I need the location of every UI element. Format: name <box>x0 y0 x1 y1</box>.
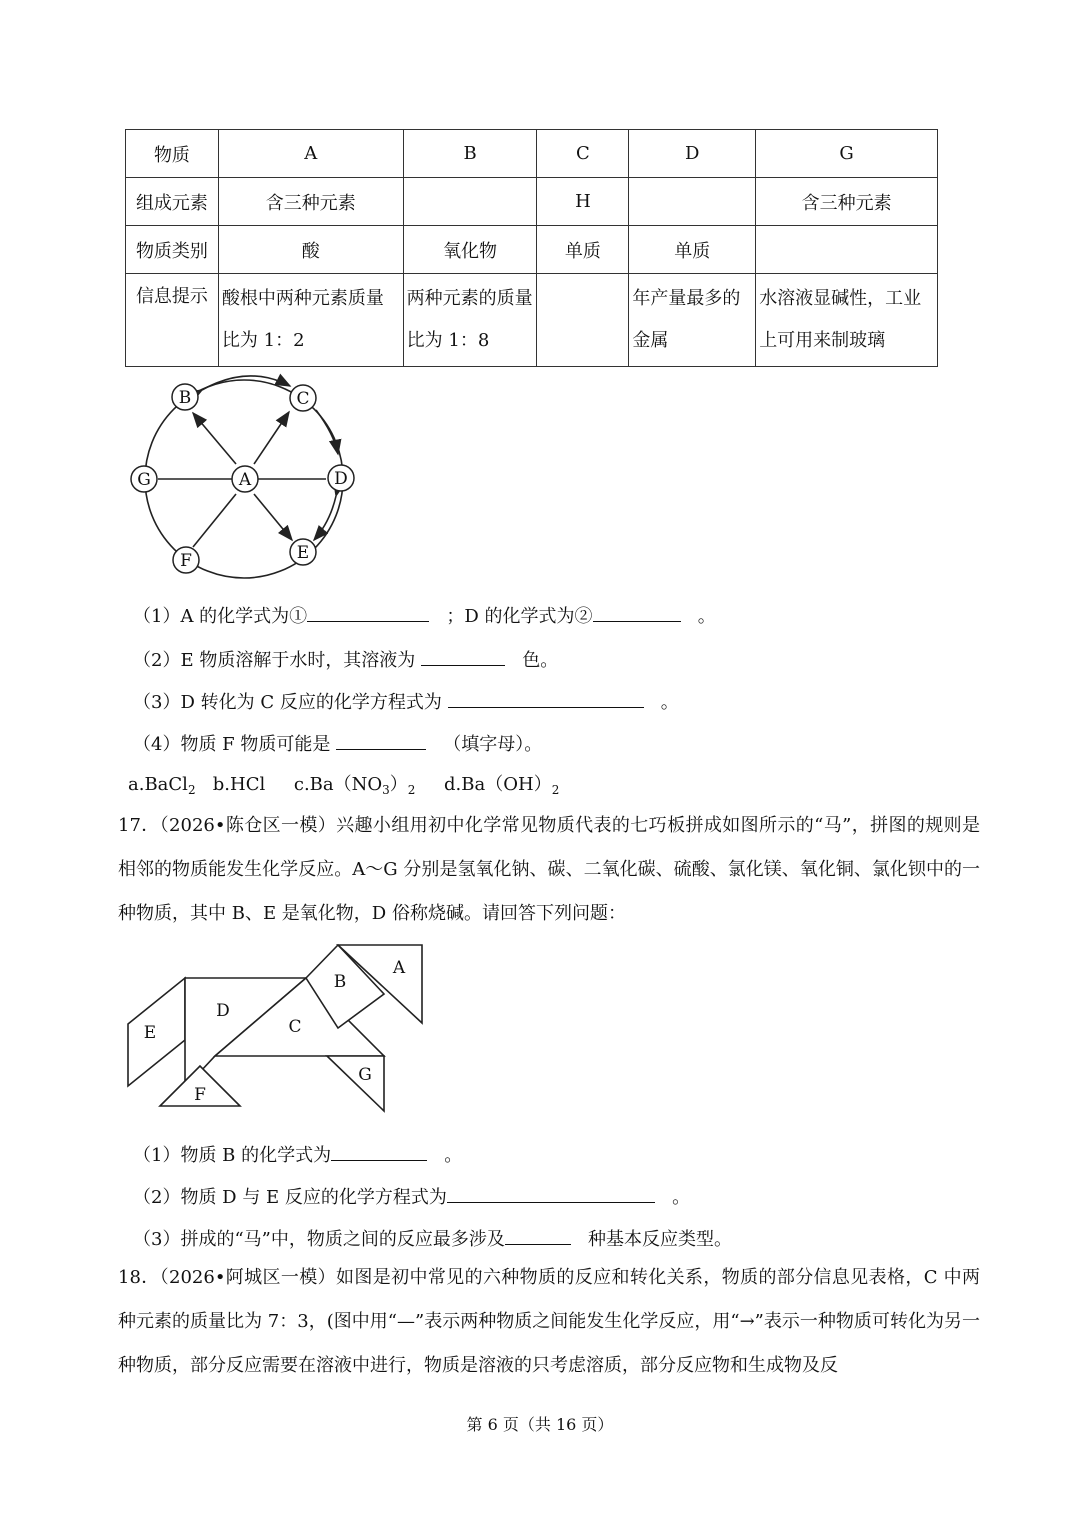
q16-part3-end: 。 <box>660 692 679 713</box>
q17-part3 <box>133 1224 732 1252</box>
table-cell: B <box>403 130 537 178</box>
table-cell <box>537 274 629 367</box>
q16-part4 <box>133 729 542 757</box>
q17-part2 <box>133 1182 690 1210</box>
table-cell: 酸根中两种元素质量比为 1：2 <box>218 274 403 367</box>
table-cell: C <box>537 130 629 178</box>
table-cell: 氧化物 <box>403 226 537 274</box>
arrow-b-c <box>202 376 290 390</box>
q16-part1-end: 。 <box>697 606 716 627</box>
piece-label: A <box>392 958 406 978</box>
table-cell: 年产量最多的金属 <box>629 274 756 367</box>
table-row <box>126 226 938 274</box>
table-cell: 物质 <box>126 130 219 178</box>
line-a-f <box>193 494 236 547</box>
relation-diagram <box>120 372 365 582</box>
q16-options <box>128 773 559 802</box>
option-c: $c.Ba(NO_3)_2$ <box>293 774 416 797</box>
q16-part1-text2: ；D 的化学式为② <box>446 606 593 627</box>
node-label: C <box>296 389 310 409</box>
option-a: a.BaCl$_2$ <box>128 774 196 797</box>
piece-label: C <box>288 1017 302 1037</box>
table-cell <box>403 178 537 226</box>
node-label: G <box>137 470 151 490</box>
answer-blank[interactable] <box>307 601 429 622</box>
answer-blank[interactable] <box>331 1140 427 1161</box>
q17-part1-end: 。 <box>444 1145 463 1166</box>
piece-e <box>128 978 185 1086</box>
page-footer: 第 6 页（共 16 页） <box>466 1415 614 1434</box>
table-cell: H <box>537 178 629 226</box>
q16-part3 <box>133 687 679 715</box>
node-label: E <box>296 543 310 563</box>
q17-part1-text: （1）物质 B 的化学式为 <box>133 1145 332 1166</box>
q16-part4-end: （填字母）。 <box>443 734 543 755</box>
piece-g <box>327 1056 384 1111</box>
option-b: b.HCl <box>212 774 266 795</box>
table-cell: 酸 <box>218 226 403 274</box>
q17-part1 <box>133 1140 462 1168</box>
table-row <box>126 178 938 226</box>
table-cell: 组成元素 <box>126 178 219 226</box>
node-label: B <box>178 388 192 408</box>
option-d: $d.Ba(OH)_2$ <box>444 774 560 797</box>
q17-stem: 17．（2026•陈仓区一模）兴趣小组用初中化学常见物质代表的七巧板拼成如图所示的“马”，拼图的规则是相邻的物质能发生化学反应。A～G 分别是氢氧化钠、碳、二氧化碳、硫酸、氯化镁、氧化铜、氯化钡中的一种物质，其中 B、E 是氧化物，D 俗称烧碱。请回答下列问题： <box>118 815 980 924</box>
table-row <box>126 274 938 367</box>
q17-part3-text: （3）拼成的“马”中，物质之间的反应最多涉及 <box>133 1229 505 1250</box>
piece-label: D <box>216 1001 230 1021</box>
piece-label: G <box>358 1065 372 1085</box>
q16-part2-end: 色。 <box>522 650 559 671</box>
q17-part3-end: 种基本反应类型。 <box>588 1229 733 1250</box>
table-cell: G <box>756 130 938 178</box>
q17-part2-text: （2）物质 D 与 E 反应的化学方程式为 <box>133 1187 447 1208</box>
q16-part3-text: （3）D 转化为 C 反应的化学方程式为 <box>133 692 442 713</box>
table-cell: 单质 <box>537 226 629 274</box>
table-cell: 单质 <box>629 226 756 274</box>
answer-blank[interactable] <box>505 1224 571 1245</box>
piece-label: B <box>333 972 347 992</box>
table-cell: 水溶液显碱性，工业上可用来制玻璃 <box>756 274 938 367</box>
table-header-row <box>126 130 938 178</box>
q16-part4-text: （4）物质 F 物质可能是 <box>133 734 331 755</box>
arrow-c-d <box>316 410 338 454</box>
table-cell: 含三种元素 <box>218 178 403 226</box>
arrow-a-e <box>254 494 292 540</box>
piece-label: E <box>143 1023 157 1043</box>
answer-blank[interactable] <box>593 601 681 622</box>
answer-blank[interactable] <box>448 687 644 708</box>
table-cell: 信息提示 <box>126 274 219 367</box>
table-cell: 含三种元素 <box>756 178 938 226</box>
node-label: A <box>238 470 252 490</box>
arrow-a-c <box>254 412 289 464</box>
arrow-a-b <box>193 413 236 464</box>
answer-blank[interactable] <box>336 729 426 750</box>
arrow-d-e <box>314 496 336 540</box>
tangram-horse <box>120 940 430 1115</box>
table-cell: 两种元素的质量比为 1：8 <box>403 274 537 367</box>
q17-part2-end: 。 <box>672 1187 691 1208</box>
node-label: D <box>334 469 348 489</box>
answer-blank[interactable] <box>447 1182 655 1203</box>
table-cell <box>756 226 938 274</box>
q16-part2 <box>133 645 558 673</box>
piece-label: F <box>194 1085 206 1105</box>
q16-part1-text: （1）A 的化学式为① <box>133 606 308 627</box>
table-cell: 物质类别 <box>126 226 219 274</box>
node-label: F <box>180 551 192 571</box>
table-cell: D <box>629 130 756 178</box>
q18-stem: 18．（2026•阿城区一模）如图是初中常见的六种物质的反应和转化关系，物质的部分信息见表格，C 中两种元素的质量比为 7：3，(图中用“—”表示两种物质之间能发生化学反应，用“→”表示一种物质可转化为另一种物质，部分反应需要在溶液中进行，物质是溶液的只考虑溶质，部分反应物和生成物及反 <box>118 1267 980 1376</box>
q16-part1 <box>133 601 716 629</box>
q16-part2-text: （2）E 物质溶解于水时，其溶液为 <box>133 650 416 671</box>
answer-blank[interactable] <box>421 645 505 666</box>
table-cell <box>629 178 756 226</box>
table-cell: A <box>218 130 403 178</box>
substance-info-table <box>125 129 938 367</box>
